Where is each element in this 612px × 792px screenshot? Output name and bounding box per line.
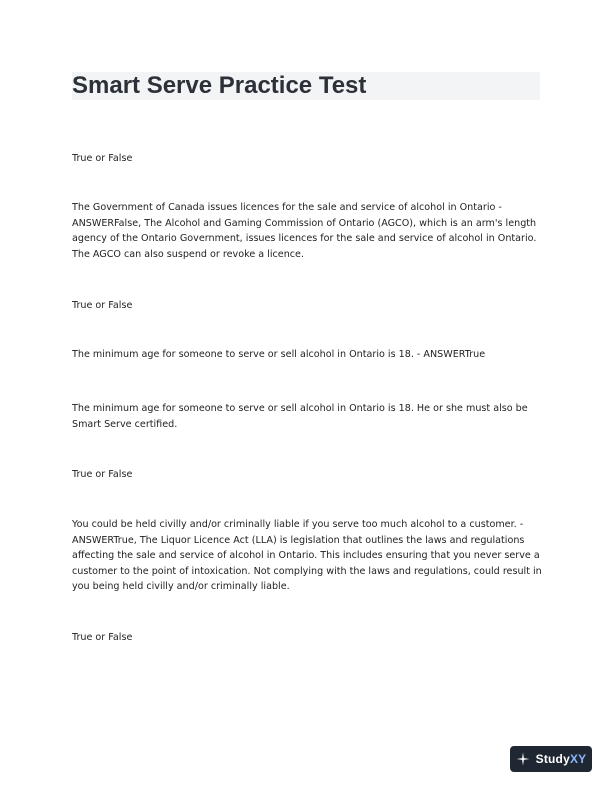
- answer-explanation: The minimum age for someone to serve or sell alcohol in Ontario is 18. He or she must also be Smart Serve certified.: [72, 403, 528, 430]
- question-prompt: True or False: [72, 632, 133, 643]
- page-title: Smart Serve Practice Test: [72, 72, 367, 99]
- question-answer: You could be held civilly and/or criminally liable if you serve too much alcohol to a customer. - ANSWERTrue, The Liquor Licence Act (LLA) is legislation that outlines the laws and regulations affecting the sale and service of alcohol in Ontario. This includes ensuring that you never serve a customer to the point of intoxication. Not complying with the laws and regulations, could result in you being held civilly and/or criminally liable.: [72, 519, 542, 593]
- question-prompt: True or False: [72, 153, 133, 164]
- studyxy-logo-text: StudyXY: [535, 752, 587, 766]
- question-answer: The minimum age for someone to serve or sell alcohol in Ontario is 18. - ANSWERTrue: [72, 349, 486, 360]
- question-prompt: True or False: [72, 469, 133, 480]
- studyxy-watermark-badge[interactable]: [510, 746, 592, 772]
- question-answer: The Government of Canada issues licences for the sale and service of alcohol in Ontario - ANSWERFalse, The Alcohol and Gaming Commission of Ontario (AGCO), which is an arm's length agency of the Ontario Government, issues licences for the sale and service of alcohol in Ontario. The AGCO can also suspend or revoke a licence.: [72, 202, 537, 260]
- plus-sparkle-icon: [516, 752, 530, 766]
- question-prompt: True or False: [72, 300, 133, 311]
